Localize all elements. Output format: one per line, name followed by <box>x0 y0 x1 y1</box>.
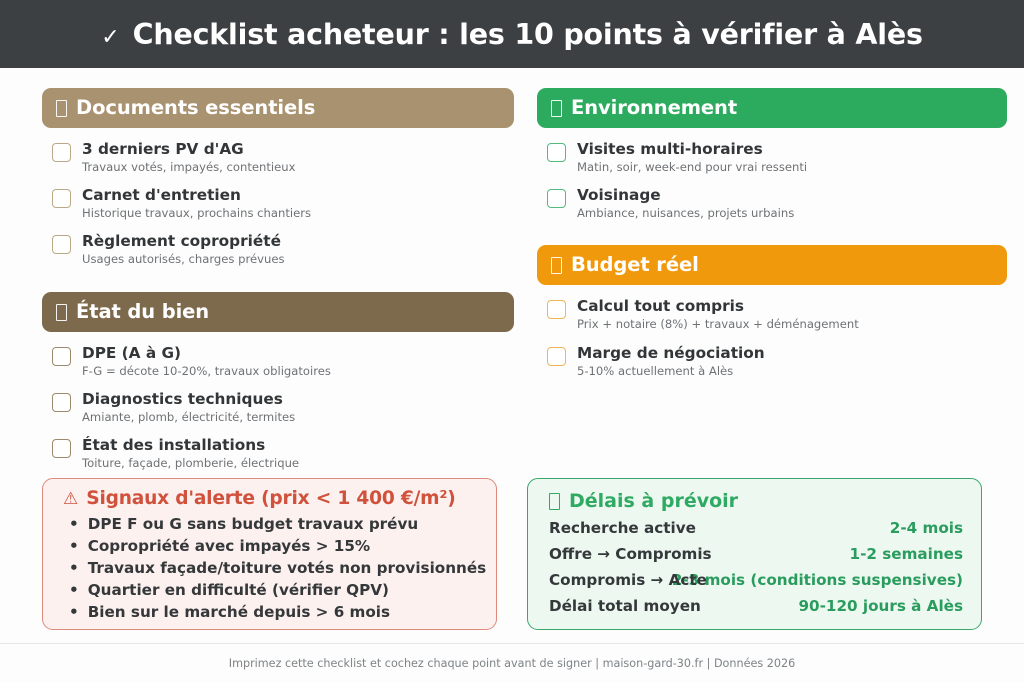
checkbox[interactable] <box>52 143 71 162</box>
delay-row <box>546 571 963 597</box>
tofu-box-icon <box>551 257 562 274</box>
checklist-item[interactable] <box>547 186 1007 221</box>
alert-item-text: DPE F ou G sans budget travaux prévu <box>87 515 419 533</box>
checklist-item[interactable] <box>547 297 1007 332</box>
item-subtitle: F-G = décote 10-20%, travaux obligatoires <box>82 363 331 378</box>
alert-title: Signaux d'alerte (prix < 1 400 €/m²) <box>86 488 456 509</box>
delay-row <box>546 597 963 623</box>
checklist-item[interactable] <box>52 186 514 221</box>
item-label: Carnet d'entretien <box>82 186 241 205</box>
checkbox[interactable] <box>547 143 566 162</box>
bullet-icon: • <box>69 515 79 533</box>
tofu-box-icon <box>549 493 560 510</box>
delays-title: Délais à prévoir <box>569 490 739 512</box>
checklist-item[interactable] <box>547 140 1007 175</box>
tofu-box-icon <box>56 100 67 117</box>
bullet-icon: • <box>69 580 79 599</box>
item-subtitle: Amiante, plomb, électricité, termites <box>82 409 296 424</box>
delay-label: Délai total moyen <box>549 597 701 615</box>
section-header-documents-essentiels <box>42 88 514 128</box>
item-subtitle: Matin, soir, week-end pour vrai ressenti <box>577 160 808 175</box>
item-label: Voisinage <box>577 186 661 205</box>
checklist-item[interactable] <box>52 140 514 175</box>
alert-list <box>59 514 487 623</box>
checklist-item[interactable] <box>52 232 514 267</box>
item-label: État des installations <box>82 435 266 454</box>
page-title: Checklist acheteur : les 10 points à vérifier à Alès <box>132 17 923 51</box>
tofu-box-icon <box>56 304 67 321</box>
alert-item-text: Copropriété avec impayés > 15% <box>87 536 371 555</box>
delay-label: Compromis → Acte <box>549 571 707 589</box>
alert-list-item <box>69 602 480 624</box>
checkbox[interactable] <box>547 300 566 319</box>
checkbox[interactable] <box>52 393 71 412</box>
delay-label: Offre → Compromis <box>549 545 712 563</box>
delay-value: 2-4 mois <box>889 519 963 537</box>
alert-list-item <box>69 536 480 558</box>
section-title: Documents essentiels <box>76 96 316 119</box>
alert-list-item <box>69 514 480 536</box>
alert-box-signaux-alerte <box>42 478 497 630</box>
item-subtitle: Travaux votés, impayés, contentieux <box>82 160 296 175</box>
left-column <box>42 88 514 471</box>
footer-text: Imprimez cette checklist et cochez chaque point avant de signer | maison-gard-30.fr | Données 2026 <box>228 657 796 670</box>
section-header-environnement <box>537 88 1007 128</box>
tofu-box-icon <box>551 100 562 117</box>
checkmark-icon: ✓ <box>101 24 120 50</box>
right-column <box>537 88 1007 379</box>
delay-value: 1-2 semaines <box>849 545 963 563</box>
alert-item-text: Quartier en difficulté (vérifier QPV) <box>87 580 389 599</box>
checklist-item[interactable] <box>52 436 514 471</box>
page-footer <box>0 643 1024 683</box>
checkbox[interactable] <box>52 235 71 254</box>
checkbox[interactable] <box>547 189 566 208</box>
item-subtitle: Prix + notaire (8%) + travaux + déménagement <box>577 317 859 332</box>
item-label: 3 derniers PV d'AG <box>82 140 244 158</box>
alert-list-item <box>69 580 480 602</box>
checkbox[interactable] <box>52 189 71 208</box>
bullet-icon: • <box>69 536 79 555</box>
alert-item-text: Travaux façade/toiture votés non provisionnés <box>87 558 487 577</box>
checklist-item[interactable] <box>52 390 514 425</box>
page-titlebar <box>0 0 1024 68</box>
section-items-documents-essentiels <box>42 140 514 268</box>
section-title: Budget réel <box>571 253 699 277</box>
item-label: Règlement copropriété <box>82 232 281 251</box>
section-spacer <box>42 268 514 292</box>
section-header-budget-reel <box>537 245 1007 285</box>
item-subtitle: Toiture, façade, plomberie, électrique <box>82 455 300 470</box>
section-items-budget-reel <box>537 297 1007 378</box>
delay-value: 90-120 jours à Alès <box>798 597 963 615</box>
item-label: DPE (A à G) <box>82 343 182 362</box>
bullet-icon: • <box>69 558 79 577</box>
item-label: Diagnostics techniques <box>82 389 283 408</box>
section-title: État du bien <box>76 299 210 323</box>
section-items-etat-du-bien <box>42 344 514 472</box>
item-label: Calcul tout compris <box>577 297 745 316</box>
item-subtitle: 5-10% actuellement à Alès <box>577 363 734 378</box>
delay-label: Recherche active <box>549 519 696 537</box>
item-subtitle: Usages autorisés, charges prévues <box>82 252 285 267</box>
checklist-item[interactable] <box>547 344 1007 379</box>
delays-box-delais-a-prevoir <box>527 478 982 630</box>
checklist-columns <box>0 68 1024 643</box>
delay-row <box>546 545 963 571</box>
item-label: Marge de négociation <box>577 343 765 362</box>
alert-list-item <box>69 558 487 580</box>
warning-triangle-icon: ⚠ <box>63 489 79 509</box>
delay-row <box>546 519 963 545</box>
checkbox[interactable] <box>547 347 566 366</box>
checkbox[interactable] <box>52 347 71 366</box>
alert-item-text: Bien sur le marché depuis > 6 mois <box>87 602 391 621</box>
section-header-etat-du-bien <box>42 292 514 332</box>
section-items-environnement <box>537 140 1007 221</box>
section-title: Environnement <box>571 96 738 119</box>
delay-value: 2-3 mois (conditions suspensives) <box>671 571 963 589</box>
section-spacer <box>537 221 1007 245</box>
checkbox[interactable] <box>52 439 71 458</box>
item-subtitle: Ambiance, nuisances, projets urbains <box>577 206 795 221</box>
item-subtitle: Historique travaux, prochains chantiers <box>82 206 312 221</box>
checklist-item[interactable] <box>52 344 514 379</box>
item-label: Visites multi-horaires <box>577 140 763 158</box>
bullet-icon: • <box>69 602 79 621</box>
